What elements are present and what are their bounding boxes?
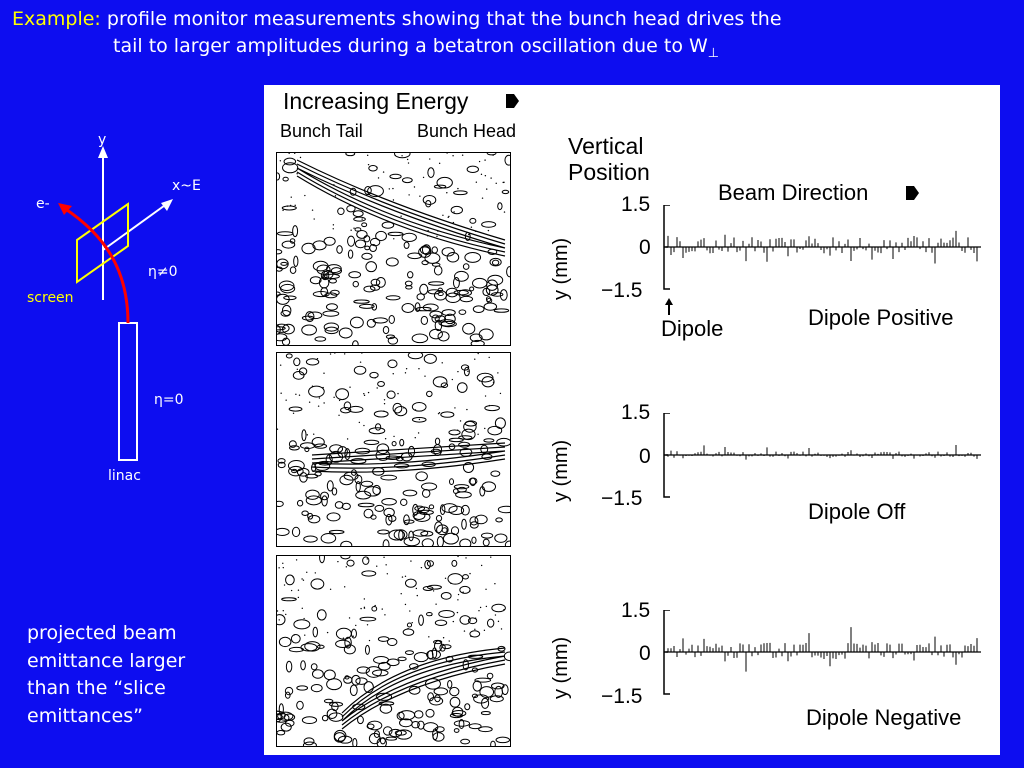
panel-label-2: Dipole Off	[808, 499, 906, 524]
tick-top-3: 1.5	[621, 599, 651, 622]
electron-label: e-	[36, 196, 50, 212]
dipole-arrow-icon	[664, 298, 674, 316]
profile-texture-3	[277, 556, 510, 746]
linac-shape	[119, 323, 137, 460]
profile-texture-2	[277, 353, 510, 546]
trace-plot-2	[660, 413, 985, 513]
bunch-tail-label: Bunch Tail	[280, 121, 363, 141]
tick-top-1: 1.5	[621, 193, 651, 216]
tick-mid-3: 0	[639, 642, 651, 665]
eta-nonzero-label: η≠0	[148, 264, 178, 280]
tick-mid-1: 0	[639, 236, 651, 259]
tick-bottom-1: −1.5	[601, 279, 643, 302]
eta-zero-label: η=0	[154, 392, 184, 408]
perp-subscript: ⊥	[707, 45, 720, 61]
profile-image-3	[276, 555, 511, 747]
bunch-head-label: Bunch Head	[417, 121, 517, 141]
electron-trajectory	[64, 208, 128, 323]
figure-panel	[264, 85, 1000, 755]
profile-texture-1	[277, 153, 510, 345]
figure-heading: Increasing Energy	[283, 88, 469, 114]
profile-image-1	[276, 152, 511, 346]
emittance-note: projected beam emittance larger than the “slice emittances”	[27, 622, 186, 727]
dipole-marker-label: Dipole	[661, 316, 724, 341]
x-axis-label: x~E	[172, 178, 201, 194]
beam-direction-arrow-icon	[904, 184, 920, 202]
panel-label-1: Dipole Positive	[808, 305, 954, 330]
slide-title	[12, 6, 992, 67]
y-axis-label: y	[98, 132, 107, 148]
tick-bottom-2: −1.5	[601, 487, 643, 510]
diagram-svg	[0, 120, 260, 500]
trace-plot-3	[660, 610, 985, 710]
example-label: Example:	[12, 8, 101, 30]
tick-bottom-3: −1.5	[601, 685, 643, 708]
panel-label-3: Dipole Negative	[806, 705, 962, 730]
tick-top-2: 1.5	[621, 401, 651, 424]
trace-plot-1	[660, 205, 985, 305]
beam-diagram	[0, 120, 260, 500]
title-line-2: tail to larger amplitudes during a betatron oscillation due to $W_\perp$	[113, 35, 720, 61]
arrow-right-icon	[504, 92, 520, 110]
x-axis-arrow-icon	[161, 199, 173, 211]
screen-label: screen	[27, 290, 74, 306]
y-axis-label-1: y (mm)	[550, 237, 572, 300]
x-axis-line	[103, 203, 168, 250]
vertical-position-label: Vertical Position	[568, 133, 650, 185]
tick-mid-2: 0	[639, 445, 651, 468]
title-line-1: profile monitor measurements showing that the bunch head drives the	[100, 8, 782, 30]
linac-label: linac	[108, 468, 141, 484]
profile-image-2	[276, 352, 511, 547]
beam-direction-label: Beam Direction	[718, 180, 869, 205]
y-axis-label-2: y (mm)	[550, 439, 572, 502]
y-axis-label-3: y (mm)	[550, 636, 572, 699]
